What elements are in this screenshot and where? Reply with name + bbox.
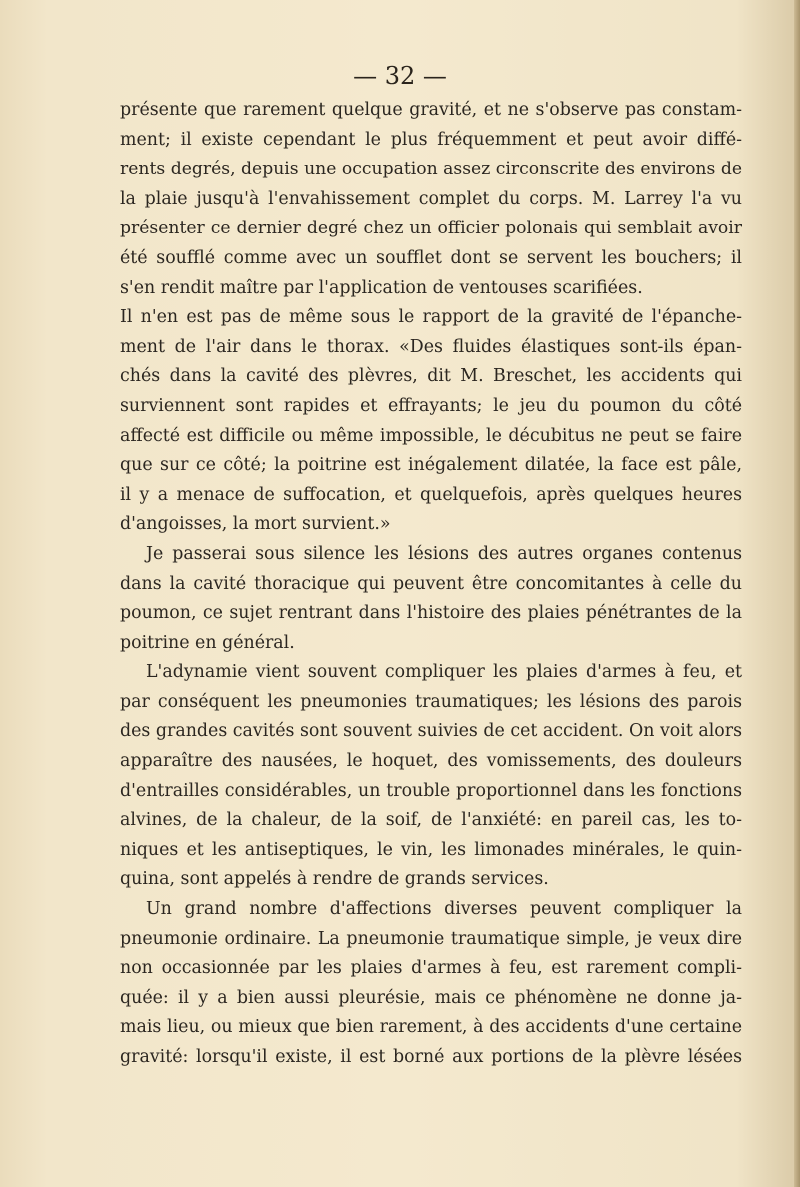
- text-line: niques et les antiseptiques, le vin, les limonades minérales, le quin-: [120, 839, 742, 860]
- text-line: Je passerai sous silence les lésions des autres organes contenus: [146, 543, 742, 564]
- text-line: quina, sont appelés à rendre de grands services.: [120, 869, 549, 890]
- text-line: ment de l'air dans le thorax. «Des fluides élastiques sont-ils épan-: [120, 336, 742, 357]
- text-line: des grandes cavités sont souvent suivies de cet accident. On voit alors: [120, 721, 742, 742]
- text-line: poumon, ce sujet rentrant dans l'histoire des plaies pénétrantes de la: [120, 603, 742, 624]
- text-line: la plaie jusqu'à l'envahissement complet du corps. M. Larrey l'a vu: [120, 188, 742, 209]
- text-line: dans la cavité thoracique qui peuvent être concomitantes à celle du: [120, 573, 742, 594]
- text-line: quée: il y a bien aussi pleurésie, mais ce phénomène ne donne ja-: [120, 987, 742, 1008]
- text-line: présente que rarement quelque gravité, et ne s'observe pas constam-: [120, 100, 742, 120]
- text-line: pneumonie ordinaire. La pneumonie traumatique simple, je veux dire: [120, 928, 742, 949]
- text-line: gravité: lorsqu'il existe, il est borné aux portions de la plèvre lésées: [120, 1047, 742, 1067]
- text-line: surviennent sont rapides et effrayants; le jeu du poumon du côté: [120, 395, 742, 416]
- page-edge: [794, 0, 800, 1187]
- text-line: alvines, de la chaleur, de la soif, de l'anxiété: en pareil cas, les to-: [120, 810, 742, 831]
- text-line: Un grand nombre d'affections diverses peuvent compliquer la: [146, 899, 742, 920]
- text-line: par conséquent les pneumonies traumatiques; les lésions des parois: [120, 691, 742, 712]
- page-number: — 32 —: [353, 62, 447, 90]
- text-line: chés dans la cavité des plèvres, dit M. Breschet, les accidents qui: [120, 366, 742, 387]
- text-line: mais lieu, ou mieux que bien rarement, à des accidents d'une certaine: [120, 1017, 742, 1038]
- text-line: présenter ce dernier degré chez un officier polonais qui semblait avoir: [120, 218, 742, 239]
- text-line: rents degrés, depuis une occupation assez circonscrite des environs de: [120, 159, 742, 180]
- text-line: il y a menace de suffocation, et quelquefois, après quelques heures: [120, 484, 742, 505]
- body-text: [120, 96, 742, 1073]
- text-line: L'adynamie vient souvent compliquer les plaies d'armes à feu, et: [146, 662, 742, 683]
- text-line: poitrine en général.: [120, 632, 295, 653]
- text-line: d'entrailles considérables, un trouble proportionnel dans les fonctions: [120, 780, 742, 801]
- text-line: non occasionnée par les plaies d'armes à feu, est rarement compli-: [120, 958, 742, 979]
- text-line: d'angoisses, la mort survient.»: [120, 514, 391, 535]
- text-line: affecté est difficile ou même impossible, le décubitus ne peut se faire: [120, 425, 742, 446]
- text-line: que sur ce côté; la poitrine est inégalement dilatée, la face est pâle,: [120, 455, 742, 476]
- text-line: été soufflé comme avec un soufflet dont se servent les bouchers; il: [120, 247, 742, 268]
- text-line: s'en rendit maître par l'application de ventouses scarifiées.: [120, 277, 643, 298]
- text-line: ment; il existe cependant le plus fréquemment et peut avoir diffé-: [120, 129, 742, 150]
- text-line: apparaître des nausées, le hoquet, des vomissements, des douleurs: [120, 751, 742, 772]
- text-line: Il n'en est pas de même sous le rapport de la gravité de l'épanche-: [120, 307, 742, 328]
